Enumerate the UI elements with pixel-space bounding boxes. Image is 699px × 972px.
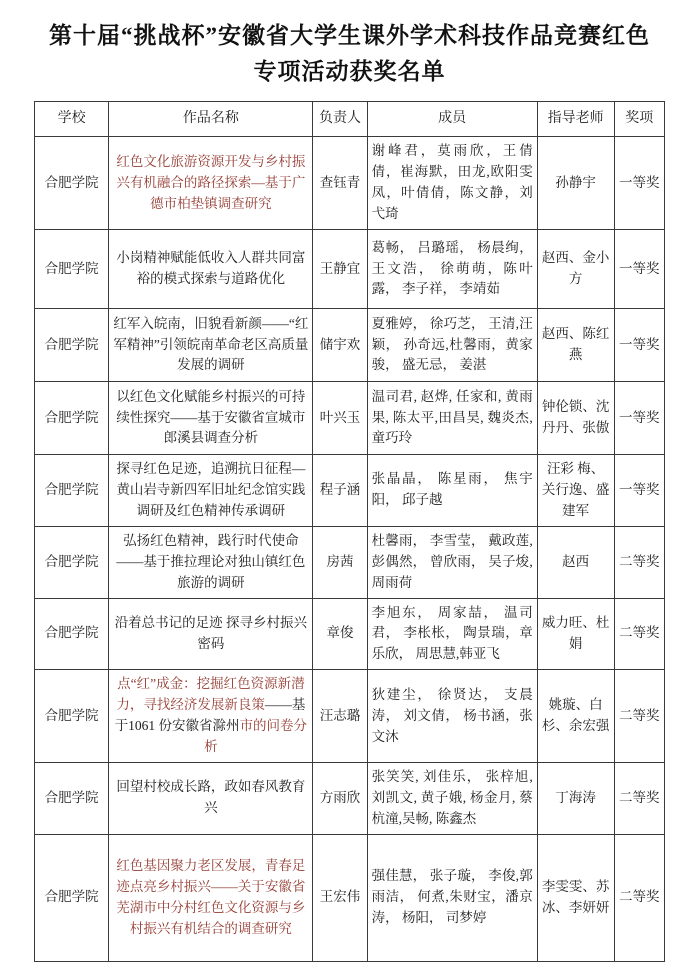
cell-school: 合肥学院	[35, 137, 109, 230]
work-title-segment: 回望村校成长路，政如春风教育兴	[116, 779, 306, 816]
cell-work-title	[109, 381, 313, 454]
cell-members: 李旭东， 周家喆， 温司君， 李枨枨， 陶景瑞，章乐欣， 周思慧,韩亚飞	[367, 598, 537, 670]
work-title-segment: 红色文化旅游资源开发与乡村振兴有机融合的路径探索—基于广德市柏垫镇调查研究	[116, 153, 306, 211]
cell-members: 张笑笑, 刘佳乐， 张梓旭, 刘凯文, 黄子娥, 杨金月, 蔡杭潼,吴畅, 陈鑫杰	[367, 762, 537, 834]
cell-award: 一等奖	[614, 308, 664, 381]
table-row	[35, 670, 665, 763]
awards-table-body	[35, 137, 665, 961]
cell-award: 二等奖	[614, 598, 664, 670]
cell-members: 强佳慧， 张子璇， 李俊,郭雨洁， 何煮,朱财宝，潘京涛， 杨阳， 司梦婷	[367, 834, 537, 961]
cell-members: 温司君, 赵烨, 任家和, 黄雨果, 陈太平,田昌昊, 魏炎杰, 童巧玲	[367, 381, 537, 454]
cell-work-title	[109, 598, 313, 670]
awards-table	[34, 101, 665, 961]
cell-award: 二等奖	[614, 834, 664, 961]
work-title-segment: ——基于1061 份安徽省滁州	[114, 697, 306, 734]
cell-leader: 储宇欢	[313, 308, 367, 381]
cell-leader: 王宏伟	[313, 834, 367, 961]
cell-award: 一等奖	[614, 229, 664, 308]
cell-members: 夏雅婷， 徐巧芝， 王清,汪颖， 孙奇远,杜馨雨，黄家骏， 盛无忌， 姜湛	[367, 308, 537, 381]
cell-teachers: 钟伦锁、沈丹丹、张傲	[537, 381, 614, 454]
cell-work-title	[109, 762, 313, 834]
table-row	[35, 454, 665, 526]
cell-members: 狄建尘， 徐贤达， 支晨涛， 刘文倩， 杨书涵，张文沐	[367, 670, 537, 763]
table-row	[35, 762, 665, 834]
table-row	[35, 598, 665, 670]
work-title-segment: 以红色文化赋能乡村振兴的可持续性探究——基于安徽省宣城市郎溪县调查分析	[116, 388, 306, 446]
cell-teachers: 姚璇、白杉、余宏强	[537, 670, 614, 763]
work-title-segment: 红色基因聚力老区发展，青春足迹点亮乡村振兴——关于安徽省芜湖市中分村红色文化资源与乡村振兴有机结合的调查研究	[116, 857, 306, 936]
cell-members: 葛畅， 吕璐瑶， 杨晨绚， 王文浩， 徐萌萌，陈叶露， 李子祥， 李靖茹	[367, 229, 537, 308]
cell-teachers: 孙静宇	[537, 137, 614, 230]
header-award: 奖项	[614, 102, 664, 137]
cell-members: 谢峰君，莫雨欣，王倩倩，崔海默，田龙,欧阳雯凤，叶倩倩，陈文静，刘弋琦	[367, 137, 537, 230]
cell-leader: 方雨欣	[313, 762, 367, 834]
cell-leader: 章俊	[313, 598, 367, 670]
document-title: 第十届“挑战杯”安徽省大学生课外学术科技作品竞赛红色专项活动获奖名单	[49, 23, 650, 84]
cell-members: 杜馨雨， 李雪莹， 戴政莲,彭偶然， 曾欣雨， 吴子焌, 周雨荷	[367, 526, 537, 598]
cell-leader: 房茜	[313, 526, 367, 598]
cell-leader: 汪志璐	[313, 670, 367, 763]
cell-work-title	[109, 834, 313, 961]
work-title-segment: 红军入皖南，旧貌看新颜——“红军精神”引领皖南革命老区高质量发展的调研	[113, 315, 309, 373]
work-title-segment: 探寻红色足迹，追溯抗日征程—黄山岩寺新四军旧址纪念馆实践调研及红色精神传承调研	[116, 460, 306, 518]
cell-award: 一等奖	[614, 381, 664, 454]
cell-school: 合肥学院	[35, 670, 109, 763]
cell-school: 合肥学院	[35, 834, 109, 961]
cell-school: 合肥学院	[35, 598, 109, 670]
cell-award: 一等奖	[614, 454, 664, 526]
header-title: 作品名称	[109, 102, 313, 137]
table-row	[35, 137, 665, 230]
cell-teachers: 赵西	[537, 526, 614, 598]
cell-work-title	[109, 526, 313, 598]
cell-leader: 查钰青	[313, 137, 367, 230]
cell-school: 合肥学院	[35, 229, 109, 308]
cell-school: 合肥学院	[35, 454, 109, 526]
cell-school: 合肥学院	[35, 762, 109, 834]
work-title-segment: 市的问卷分析	[204, 718, 308, 755]
cell-teachers: 赵西、陈红燕	[537, 308, 614, 381]
cell-leader: 叶兴玉	[313, 381, 367, 454]
cell-work-title	[109, 454, 313, 526]
cell-teachers: 赵西、金小方	[537, 229, 614, 308]
cell-school: 合肥学院	[35, 381, 109, 454]
table-row	[35, 229, 665, 308]
cell-award: 二等奖	[614, 670, 664, 763]
cell-school: 合肥学院	[35, 526, 109, 598]
cell-award: 一等奖	[614, 137, 664, 230]
cell-school: 合肥学院	[35, 308, 109, 381]
work-title-segment: 小岗精神赋能低收入人群共同富裕的模式探索与道路优化	[116, 250, 306, 286]
table-row	[35, 834, 665, 961]
work-title-segment: 弘扬红色精神，践行时代使命——基于推拉理论对独山镇红色旅游的调研	[116, 532, 306, 590]
cell-work-title	[109, 137, 313, 230]
cell-award: 二等奖	[614, 526, 664, 598]
table-header-row	[35, 102, 665, 137]
header-leader: 负责人	[313, 102, 367, 137]
cell-work-title	[109, 229, 313, 308]
table-row	[35, 381, 665, 454]
table-row	[35, 526, 665, 598]
cell-teachers: 汪彩 梅、关行逸、盛建军	[537, 454, 614, 526]
work-title-segment: 点“红”成金：挖掘红色资源新潜力，寻找经济发展新良策	[116, 676, 305, 713]
work-title-segment: 沿着总书记的足迹 探寻乡村振兴密码	[114, 614, 308, 651]
header-teachers: 指导老师	[537, 102, 614, 137]
cell-teachers: 威力旺、杜娟	[537, 598, 614, 670]
cell-award: 二等奖	[614, 762, 664, 834]
header-members: 成员	[367, 102, 537, 137]
cell-members: 张晶晶， 陈星雨， 焦宇阳， 邱子越	[367, 454, 537, 526]
cell-work-title	[109, 670, 313, 763]
table-row	[35, 308, 665, 381]
cell-leader: 程子涵	[313, 454, 367, 526]
header-school: 学校	[35, 102, 109, 137]
cell-teachers: 李雯雯、苏冰、李妍妍	[537, 834, 614, 961]
cell-teachers: 丁海涛	[537, 762, 614, 834]
cell-work-title	[109, 308, 313, 381]
cell-leader: 王静宜	[313, 229, 367, 308]
